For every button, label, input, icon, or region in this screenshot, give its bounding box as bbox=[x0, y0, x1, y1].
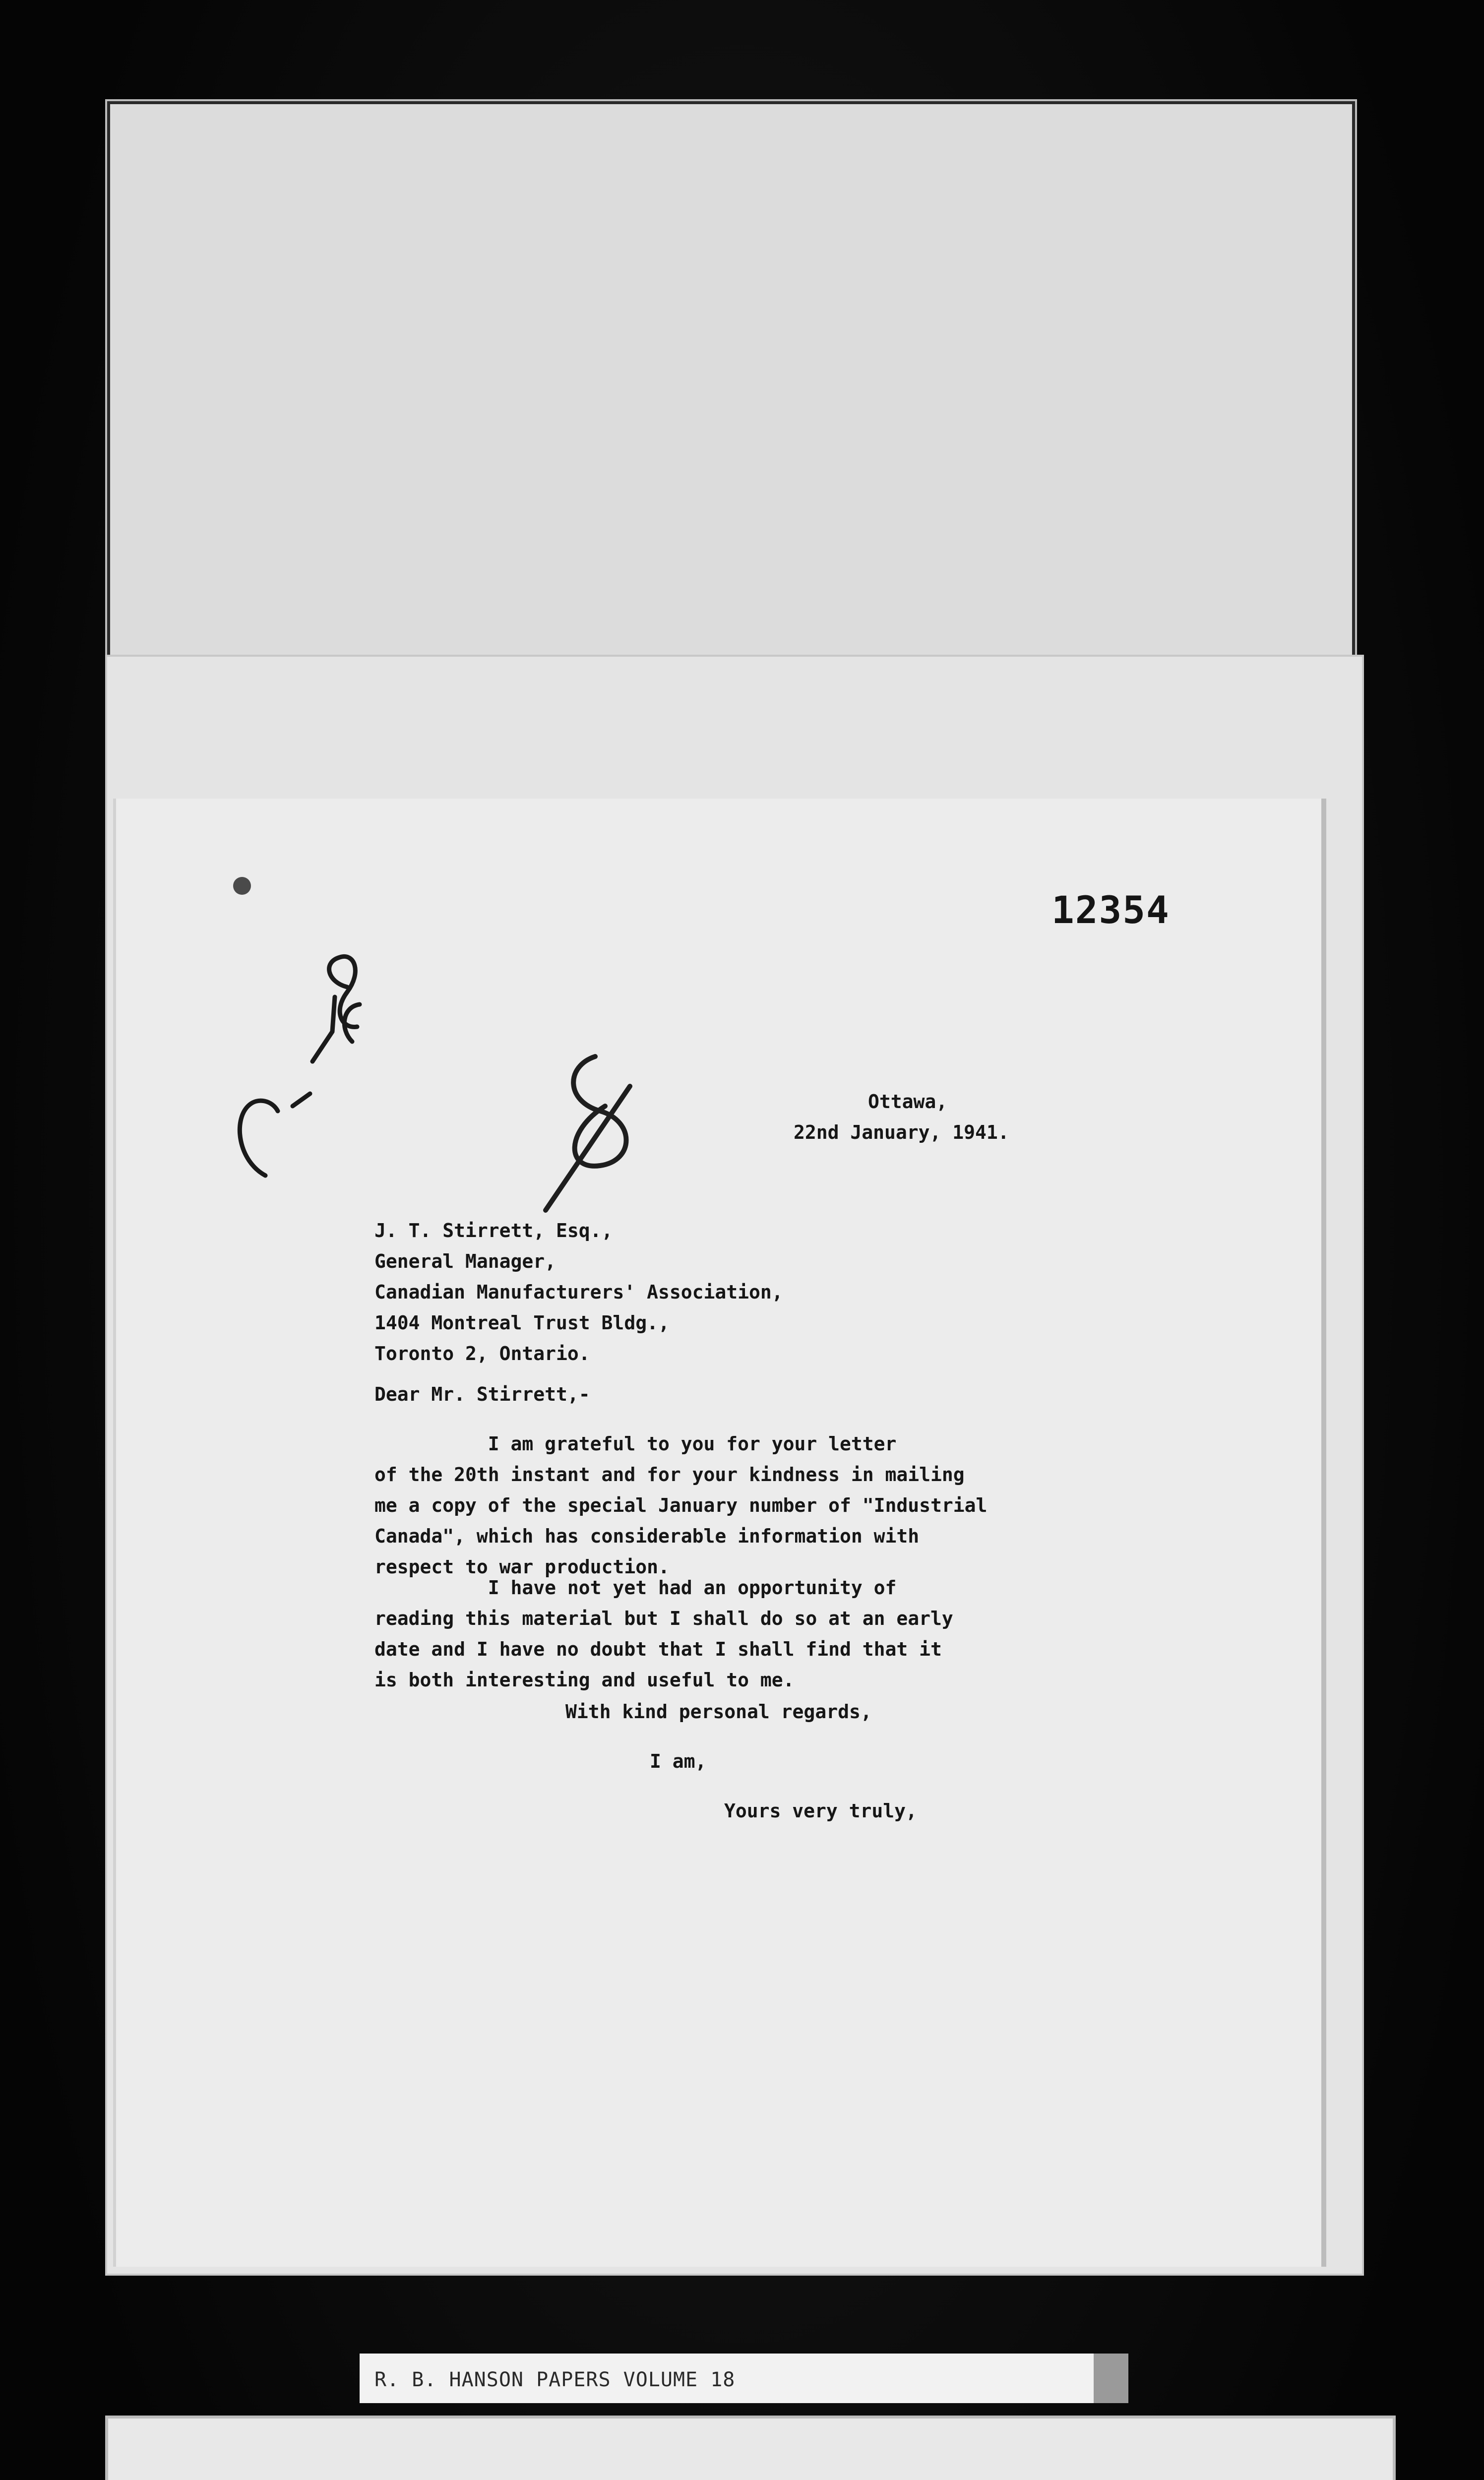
paragraph-line: I have not yet had an opportunity of bbox=[374, 1577, 897, 1599]
archives-card bbox=[105, 2416, 1396, 2480]
body-paragraph-1 bbox=[374, 1428, 987, 1582]
paragraph-line: reading this material but I shall do so at an early bbox=[374, 1608, 953, 1629]
recipient-address bbox=[374, 1215, 783, 1369]
address-line: 1404 Montreal Trust Bldg., bbox=[374, 1312, 670, 1334]
paragraph-line: me a copy of the special January number of "Industrial bbox=[374, 1494, 988, 1516]
punch-hole bbox=[233, 877, 251, 895]
date-line-date: 22nd January, 1941. bbox=[794, 1121, 1009, 1143]
paragraph-line: date and I have no doubt that I shall find that it bbox=[374, 1638, 942, 1660]
collection-label-text: R. B. HANSON PAPERS VOLUME 18 bbox=[374, 2368, 736, 2391]
paragraph-line: of the 20th instant and for your kindness in mailing bbox=[374, 1464, 965, 1486]
body-paragraph-2 bbox=[374, 1572, 953, 1695]
document-number: 12354 bbox=[1051, 888, 1170, 932]
address-line: Toronto 2, Ontario. bbox=[374, 1343, 590, 1364]
closing-i-am: I am, bbox=[650, 1750, 707, 1772]
paragraph-line: I am grateful to you for your letter bbox=[374, 1433, 897, 1455]
address-line: Canadian Manufacturers' Association, bbox=[374, 1281, 783, 1303]
back-sheet-top bbox=[105, 99, 1357, 664]
paragraph-line: Canada", which has considerable information with bbox=[374, 1525, 920, 1547]
address-line: General Manager, bbox=[374, 1250, 556, 1272]
paragraph-line: respect to war production. bbox=[374, 1556, 670, 1578]
handwritten-annotation bbox=[218, 942, 387, 1250]
address-line: J. T. Stirrett, Esq., bbox=[374, 1220, 613, 1241]
closing-regards: With kind personal regards, bbox=[565, 1701, 872, 1723]
letter-date bbox=[794, 1086, 1009, 1148]
salutation: Dear Mr. Stirrett,- bbox=[374, 1383, 590, 1405]
closing-signoff: Yours very truly, bbox=[724, 1800, 917, 1822]
paragraph-line: is both interesting and useful to me. bbox=[374, 1669, 795, 1691]
pen-scribble-mark bbox=[536, 1047, 645, 1220]
date-line-place: Ottawa, bbox=[868, 1091, 948, 1113]
